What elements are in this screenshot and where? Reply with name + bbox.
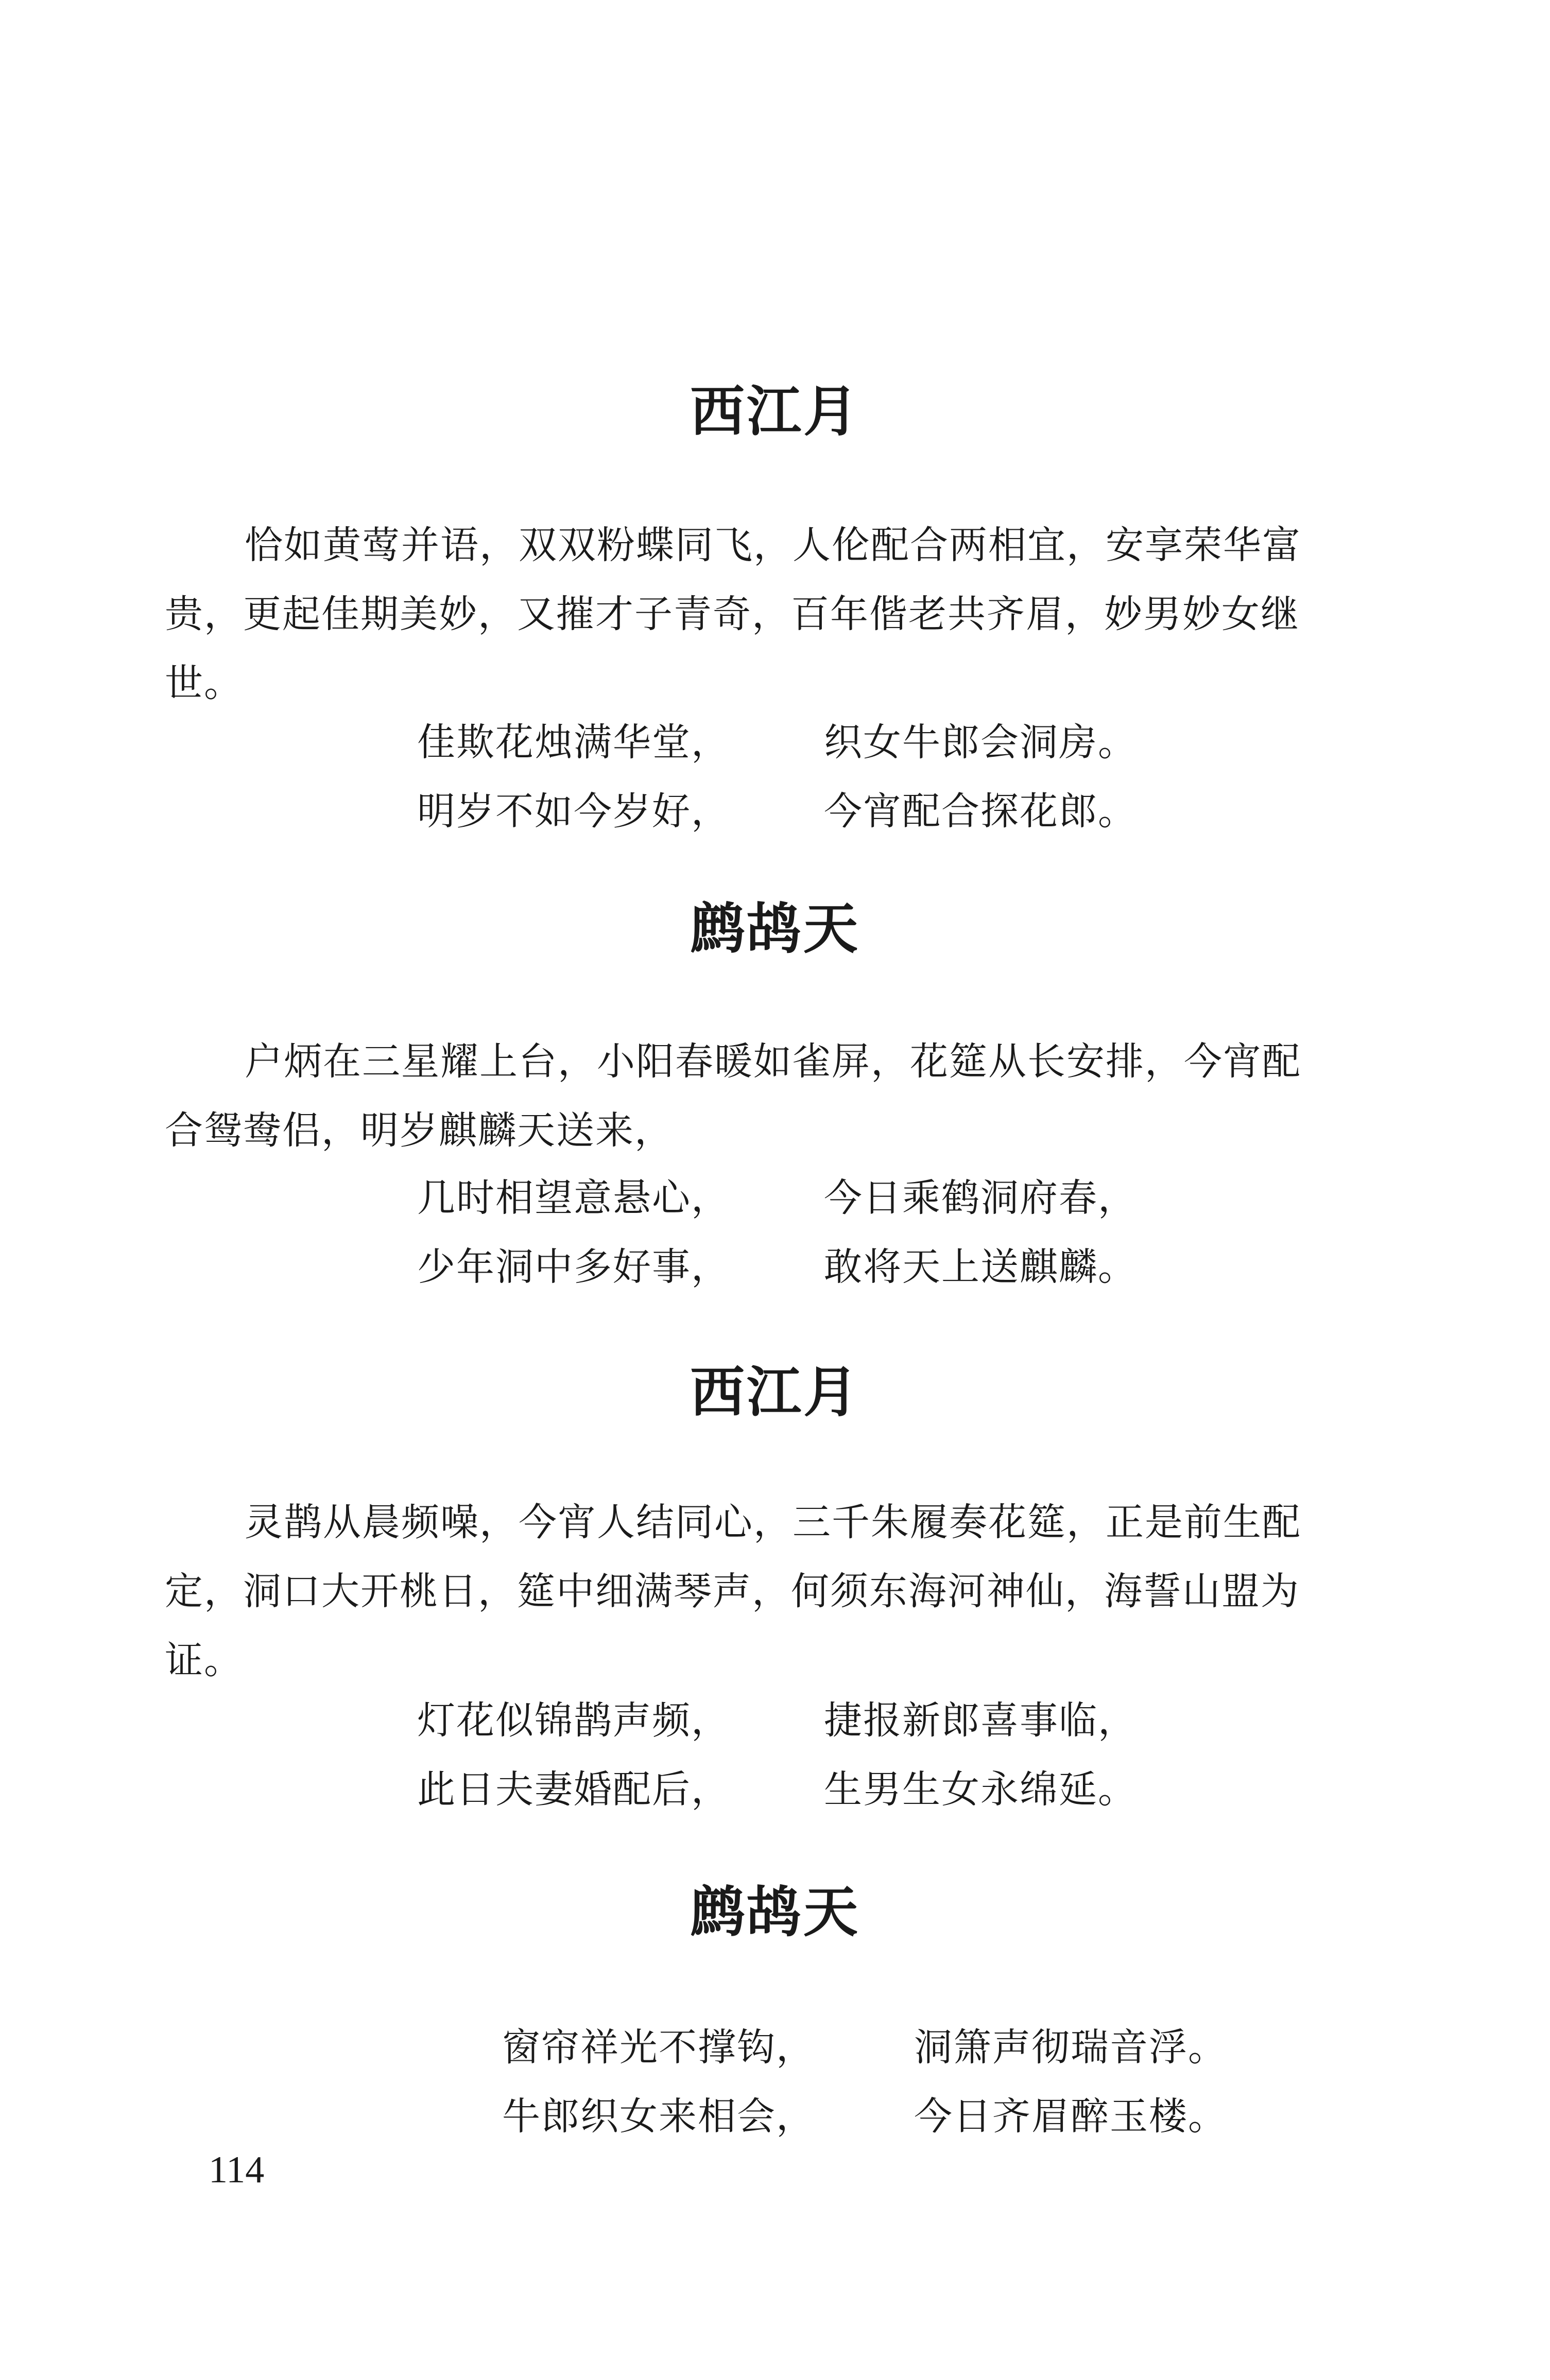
verse-line-left: 此日夫妻婚配后， [417,1767,730,1812]
verse-line-right: 今日齐眉醉玉楼。 [914,2094,1227,2139]
verse-line-left: 几时相望意悬心， [417,1176,730,1220]
poem-verse-2 [417,1163,1190,1301]
verse-line-right: 生男生女永绵延。 [824,1767,1137,1812]
prose-line: 合鸳鸯侣，明岁麒麟天送来， [165,1108,674,1153]
verse-line-left: 窗帘祥光不撑钩， [502,2025,815,2070]
verse-row [417,777,1190,846]
page-number: 114 [209,2149,265,2191]
poem-prose-1 [165,511,1380,718]
poem-title-zhegutian-1: 鹧鸪天 [690,897,860,961]
verse-line-right: 洞箫声彻瑞音浮。 [914,2025,1227,2070]
verse-row [417,1163,1190,1232]
prose-line: 户炳在三星耀上台，小阳春暖如雀屏，花筵从长安排，今宵配 [245,1039,1301,1084]
verse-line-left: 灯花似锦鹊声频， [417,1698,730,1743]
prose-line: 世。 [165,661,243,705]
prose-line: 贵，更起佳期美妙，又摧才子青奇，百年偕老共齐眉，妙男妙女继 [165,592,1300,636]
verse-line-left: 佳欺花烛满华堂， [417,720,730,765]
prose-line: 灵鹊从晨频噪，今宵人结同心，三千朱履奏花筵，正是前生配 [245,1500,1301,1544]
prose-line: 定，洞口大开桃日，筵中细满琴声，何须东海河神仙，海誓山盟为 [165,1569,1300,1613]
poem-title-xijiangyue-1: 西江月 [690,380,860,443]
verse-line-left: 少年洞中多好事， [417,1245,730,1289]
poem-title-xijiangyue-2: 西江月 [690,1361,860,1424]
poem-prose-2 [165,1027,1380,1165]
poem-verse-4 [502,2013,1275,2151]
poem-title-zhegutian-2: 鹧鸪天 [690,1881,860,1944]
poem-verse-3 [417,1686,1190,1824]
verse-line-right: 捷报新郎喜事临， [824,1698,1137,1743]
poem-verse-1 [417,708,1190,846]
verse-line-left: 明岁不如今岁好， [417,789,730,833]
verse-row [417,1755,1190,1824]
poem-prose-3 [165,1488,1380,1695]
verse-row [417,1686,1190,1755]
prose-line: 证。 [165,1638,243,1682]
verse-row [502,2013,1275,2082]
verse-line-right: 织女牛郎会洞房。 [824,720,1137,765]
verse-row [417,1232,1190,1301]
verse-row [502,2082,1275,2151]
prose-line: 恰如黄莺并语，双双粉蝶同飞，人伦配合两相宜，安享荣华富 [245,523,1301,567]
verse-line-right: 敢将天上送麒麟。 [824,1245,1137,1289]
verse-line-left: 牛郎织女来相会， [502,2094,815,2139]
verse-line-right: 今宵配合探花郎。 [824,789,1137,833]
verse-row [417,708,1190,777]
verse-line-right: 今日乘鹤洞府春， [824,1176,1137,1220]
